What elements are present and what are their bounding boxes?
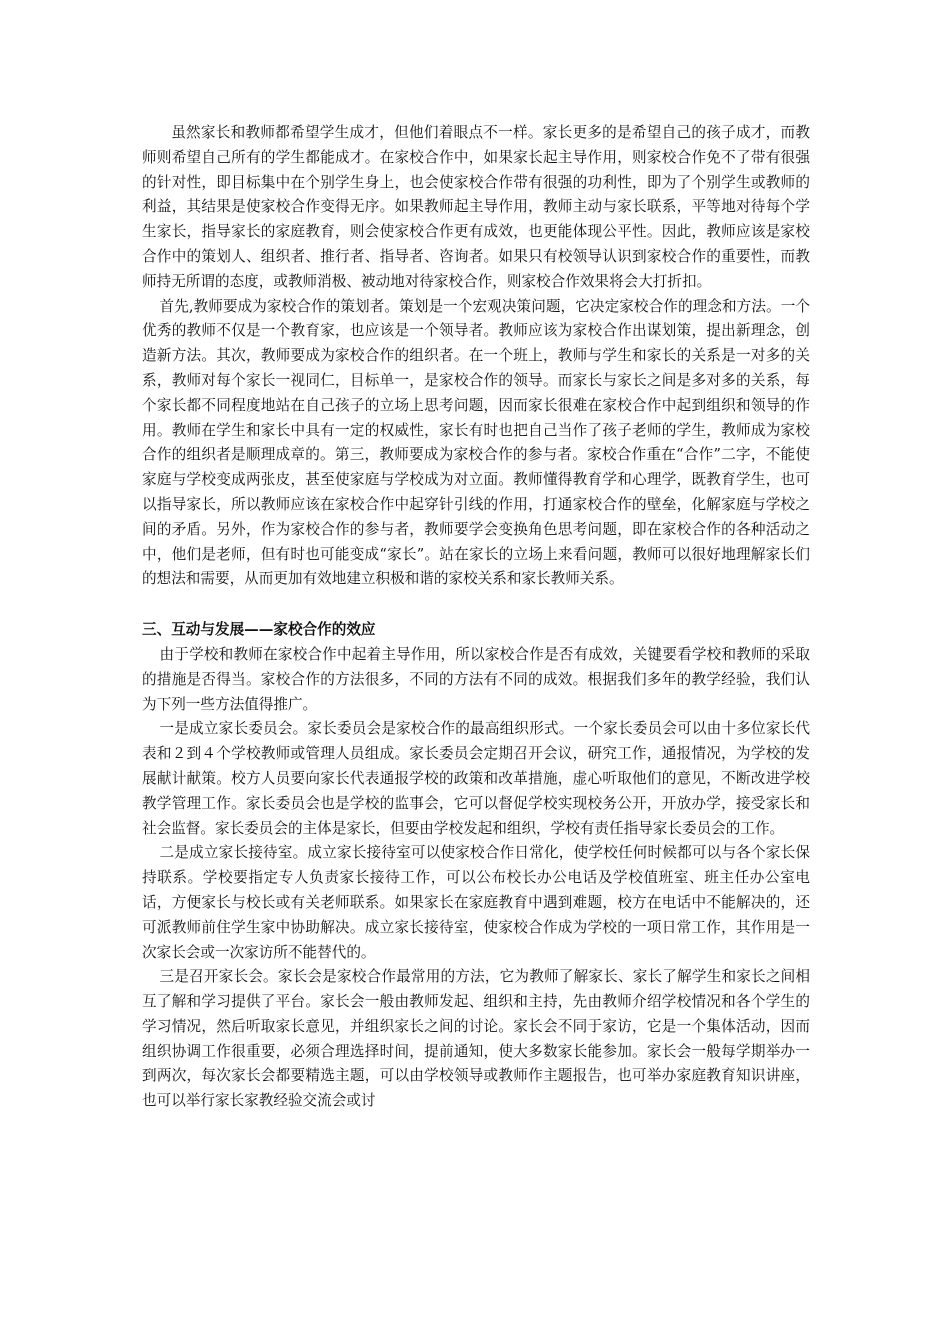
body-paragraph: 一是成立家长委员会。家长委员会是家校合作的最高组织形式。一个家长委员会可以由十多位家长代表和２到４个学校教师或管理人员组成。家长委员会定期召开会议，研究工作，通报情况，为学校的发展献计献策。校方人员要向家长代表通报学校的政策和改革措施，虚心听取他们的意见，不断改进学校教学管理工作。家长委员会也是学校的监事会，它可以督促学校实现校务公开，开放办学，接受家长和社会监督。家长委员会的主体是家长，但要由学校发起和组织，学校有责任指导家长委员会的工作。 [142,720,810,837]
body-paragraph: 三是召开家长会。家长会是家校合作最常用的方法，它为教师了解家长、家长了解学生和家长之间相互了解和学习提供了平台。家长会一般由教师发起、组织和主持，先由教师介绍学校情况和各个学生的学习情况，然后听取家长意见，并组织家长之间的讨论。家长会不同于家访，它是一个集体活动，因而组织协调工作很重要，必须合理选择时间，提前通知，使大多数家长能参加。家长会一般每学期举办一到两次，每次家长会都要精选主题，可以由学校领导或教师作主题报告，也可举办家庭教育知识讲座，也可以举行家长家教经验交流会或讨 [142,968,810,1110]
document-body [142,121,810,1114]
body-paragraph: 虽然家长和教师都希望学生成才，但他们着眼点不一样。家长更多的是希望自己的孩子成才，而教师则希望自己所有的学生都能成才。在家校合作中，如果家长起主导作用，则家校合作免不了带有很强的针对性，即目标集中在个别学生身上，也会使家校合作带有很强的功利性，即为了个别学生或教师的利益，其结果是使家校合作变得无序。如果教师起主导作用，教师主动与家长联系，平等地对待每个学生家长，指导家长的家庭教育，则会使家校合作更有成效，也更能体现公平性。因此，教师应该是家校合作中的策划人、组织者、推行者、指导者、咨询者。如果只有校领导认识到家校合作的重要性，而教师持无所谓的态度，或教师消极、被动地对待家校合作，则家校合作效果将会大打折扣。 [142,124,810,290]
section-heading: 三、互动与发展——家校合作的效应 [142,621,376,639]
body-paragraph: 由于学校和教师在家校合作中起着主导作用，所以家校合作是否有成效，关键要看学校和教师的采取的措施是否得当。家校合作的方法很多，不同的方法有不同的成效。根据我们多年的教学经验，我们认为下列一些方法值得推广。 [142,645,810,713]
body-paragraph: 首先,教师要成为家校合作的策划者。策划是一个宏观决策问题，它决定家校合作的理念和方法。一个优秀的教师不仅是一个教育家，也应该是一个领导者。教师应该为家校合作出谋划策，提出新理念，创造新方法。其次，教师要成为家校合作的组织者。在一个班上，教师与学生和家长的关系是一对多的关系，教师对每个家长一视同仁，目标单一，是家校合作的领导。而家长与家长之间是多对多的关系，每个家长都不同程度地站在自己孩子的立场上思考问题，因而家长很难在家校合作中起到组织和领导的作用。教师在学生和家长中具有一定的权威性，家长有时也把自己当作了孩子老师的学生，教师成为家校合作的组织者是顺理成章的。第三，教师要成为家校合作的参与者。家校合作重在“合作”二字，不能使家庭与学校变成两张皮，甚至使家庭与学校成为对立面。教师懂得教育学和心理学，既教育学生，也可以指导家长，所以教师应该在家校合作中起穿针引线的作用，打通家校合作的壁垒，化解家庭与学校之间的矛盾。另外，作为家校合作的参与者，教师要学会变换角色思考问题，即在家校合作的各种活动之中，他们是老师，但有时也可能变成“家长”。站在家长的立场上来看问题，教师可以很好地理解家长们的想法和需要，从而更加有效地建立积极和谐的家校关系和家长教师关系。 [142,297,810,588]
body-paragraph: 二是成立家长接待室。成立家长接待室可以使家校合作日常化，使学校任何时候都可以与各个家长保持联系。学校要指定专人负责家长接待工作，可以公布校长办公电话及学校值班室、班主任办公室电话，方便家长与校长或有关老师联系。如果家长在家庭教育中遇到难题，校方在电话中不能解决的，还可派教师前住学生家中协助解决。成立家长接待室，使家校合作成为学校的一项日常工作，其作用是一次家长会或一次家访所不能替代的。 [142,844,810,961]
